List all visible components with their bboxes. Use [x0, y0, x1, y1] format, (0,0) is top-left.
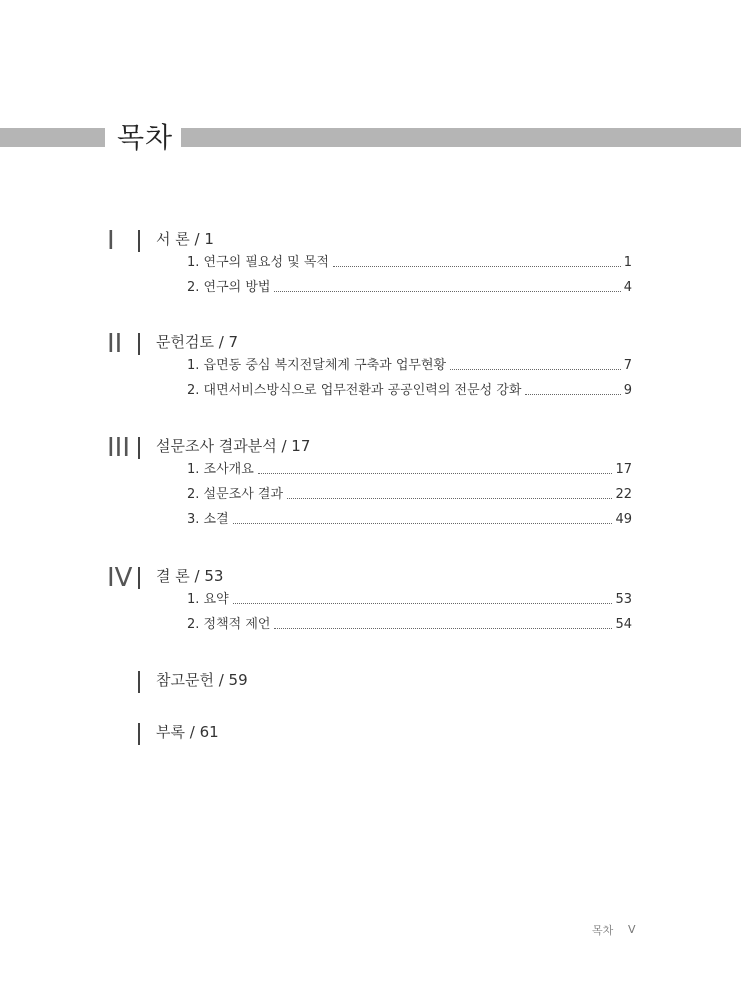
chapter-title[interactable]: 결 론 / 53 [156, 567, 224, 585]
toc-entry-label: 1. 연구의 필요성 및 목적 [187, 255, 329, 270]
chapter-title[interactable]: 문헌검토 / 7 [156, 333, 239, 351]
chapter-title[interactable]: 설문조사 결과분석 / 17 [156, 437, 311, 455]
toc-entry[interactable] [187, 380, 632, 400]
toc-entry-label: 1. 요약 [187, 592, 229, 607]
footer-title: 목차 [592, 924, 614, 937]
chapter-separator [138, 723, 140, 745]
chapter-roman: II [107, 329, 123, 359]
leader-dots [274, 628, 612, 629]
toc-entry-page: 54 [615, 617, 632, 632]
chapter-roman: I [107, 226, 115, 256]
toc-entry-page: 9 [623, 383, 632, 398]
chapter-roman: III [107, 433, 131, 463]
toc-entry[interactable] [187, 277, 632, 297]
toc-entry[interactable] [187, 614, 632, 634]
toc-entry-page: 53 [615, 592, 632, 607]
toc-entry-page: 7 [623, 358, 632, 373]
toc-entry-page: 17 [615, 462, 632, 477]
toc-entry[interactable] [187, 252, 632, 272]
leader-dots [233, 603, 613, 604]
leader-dots [274, 291, 620, 292]
leader-dots [233, 523, 613, 524]
chapter-roman: IV [107, 563, 133, 593]
toc-entry-label: 2. 정책적 제언 [187, 617, 271, 632]
toc-entry[interactable] [187, 355, 632, 375]
chapter-separator [138, 437, 140, 459]
leader-dots [525, 394, 620, 395]
footer-page-number: V [628, 923, 636, 936]
chapter-title[interactable]: 서 론 / 1 [156, 230, 214, 248]
page-title: 목차 [117, 121, 174, 154]
title-bar-left [0, 128, 105, 147]
chapter-title[interactable]: 참고문헌 / 59 [156, 671, 248, 689]
toc-entry[interactable] [187, 509, 632, 529]
chapter-separator [138, 333, 140, 355]
toc-entry-page: 49 [615, 512, 632, 527]
toc-entry-label: 2. 설문조사 결과 [187, 487, 284, 502]
toc-entry-page: 22 [615, 487, 632, 502]
chapter-separator [138, 230, 140, 252]
toc-entry-label: 1. 조사개요 [187, 462, 254, 477]
toc-entry-label: 2. 대면서비스방식으로 업무전환과 공공인력의 전문성 강화 [187, 383, 522, 398]
toc-entry[interactable] [187, 589, 632, 609]
title-bar-right [181, 128, 741, 147]
toc-entry-page: 4 [623, 280, 632, 295]
chapter-title[interactable]: 부록 / 61 [156, 723, 219, 741]
toc-entry[interactable] [187, 459, 632, 479]
toc-entry-label: 1. 읍면동 중심 복지전달체계 구축과 업무현황 [187, 358, 447, 373]
leader-dots [258, 473, 613, 474]
leader-dots [287, 498, 612, 499]
chapter-separator [138, 567, 140, 589]
chapter-separator [138, 671, 140, 693]
toc-entry-page: 1 [623, 255, 632, 270]
leader-dots [450, 369, 621, 370]
toc-entry-label: 3. 소결 [187, 512, 229, 527]
toc-entry-label: 2. 연구의 방법 [187, 280, 271, 295]
toc-entry[interactable] [187, 484, 632, 504]
leader-dots [333, 266, 621, 267]
